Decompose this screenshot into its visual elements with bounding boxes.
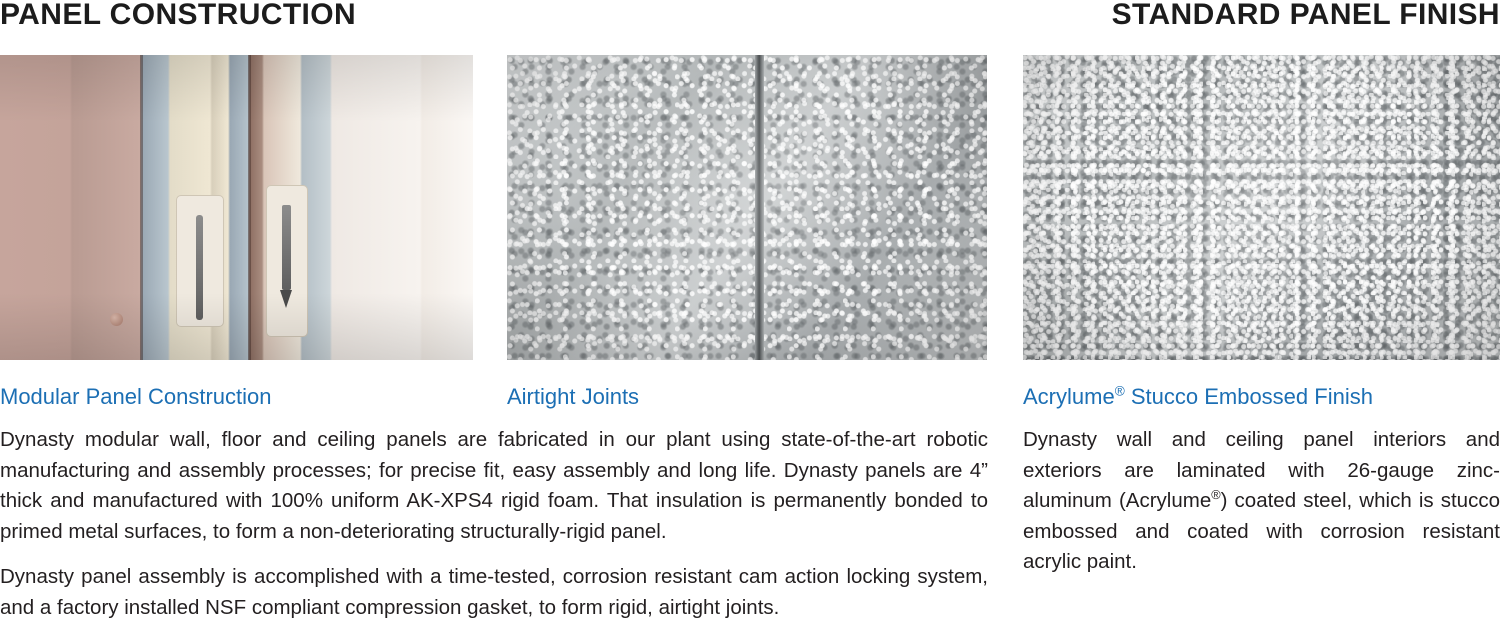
paragraph-part-2: ) coated steel, which is stucco embossed and coated with corrosion resistant acrylic paint.: [1023, 489, 1500, 573]
subheading-finish-text: Stucco Embossed Finish: [1124, 384, 1373, 409]
left-text-column: [0, 384, 988, 623]
panel-construction-photo: [0, 55, 473, 360]
subheading-modular-panel-construction: Modular Panel Construction: [0, 384, 272, 409]
photo-shading-overlay: [0, 55, 473, 360]
registered-mark-icon: ®: [1114, 383, 1125, 399]
page-title-standard-panel-finish: STANDARD PANEL FINISH: [1111, 0, 1500, 31]
airtight-joints-photo: [507, 55, 987, 360]
photo-vignette-overlay: [1023, 55, 1500, 360]
paragraph-part-1: Dynasty wall and ceiling panel interiors and exteriors are laminated with 26-gauge zinc-aluminum (Acrylume: [1023, 428, 1500, 512]
photo-vignette-overlay: [507, 55, 987, 360]
right-text-column: [1023, 384, 1500, 578]
subheading-acrylume-stucco-embossed-finish: [1023, 384, 1500, 410]
page-title-panel-construction: PANEL CONSTRUCTION: [0, 0, 357, 31]
registered-mark-icon-inline: ®: [1211, 487, 1221, 503]
paragraph-standard-panel-finish: [1023, 425, 1500, 578]
paragraph-modular-panel-construction: Dynasty modular wall, floor and ceiling panels are fabricated in our plant using state-of-the-art robotic manufacturing and assembly processes; for precise fit, easy assembly and long life. Dynasty panels are 4” thick and manufactured with 100% uniform AK-XPS4 rigid foam. That insulation is permanently bonded to primed metal surfaces, to form a non-deteriorating structurally-rigid panel.: [0, 428, 988, 543]
paragraph-airtight-joints: Dynasty panel assembly is accomplished with a time-tested, corrosion resistant cam action locking system, and a factory installed NSF compliant compression gasket, to form rigid, airtight joints.: [0, 565, 988, 619]
subheading-airtight-joints: Airtight Joints: [507, 384, 640, 409]
subheading-acrylume-text: Acrylume: [1023, 384, 1115, 409]
stucco-embossed-finish-photo: [1023, 55, 1500, 360]
